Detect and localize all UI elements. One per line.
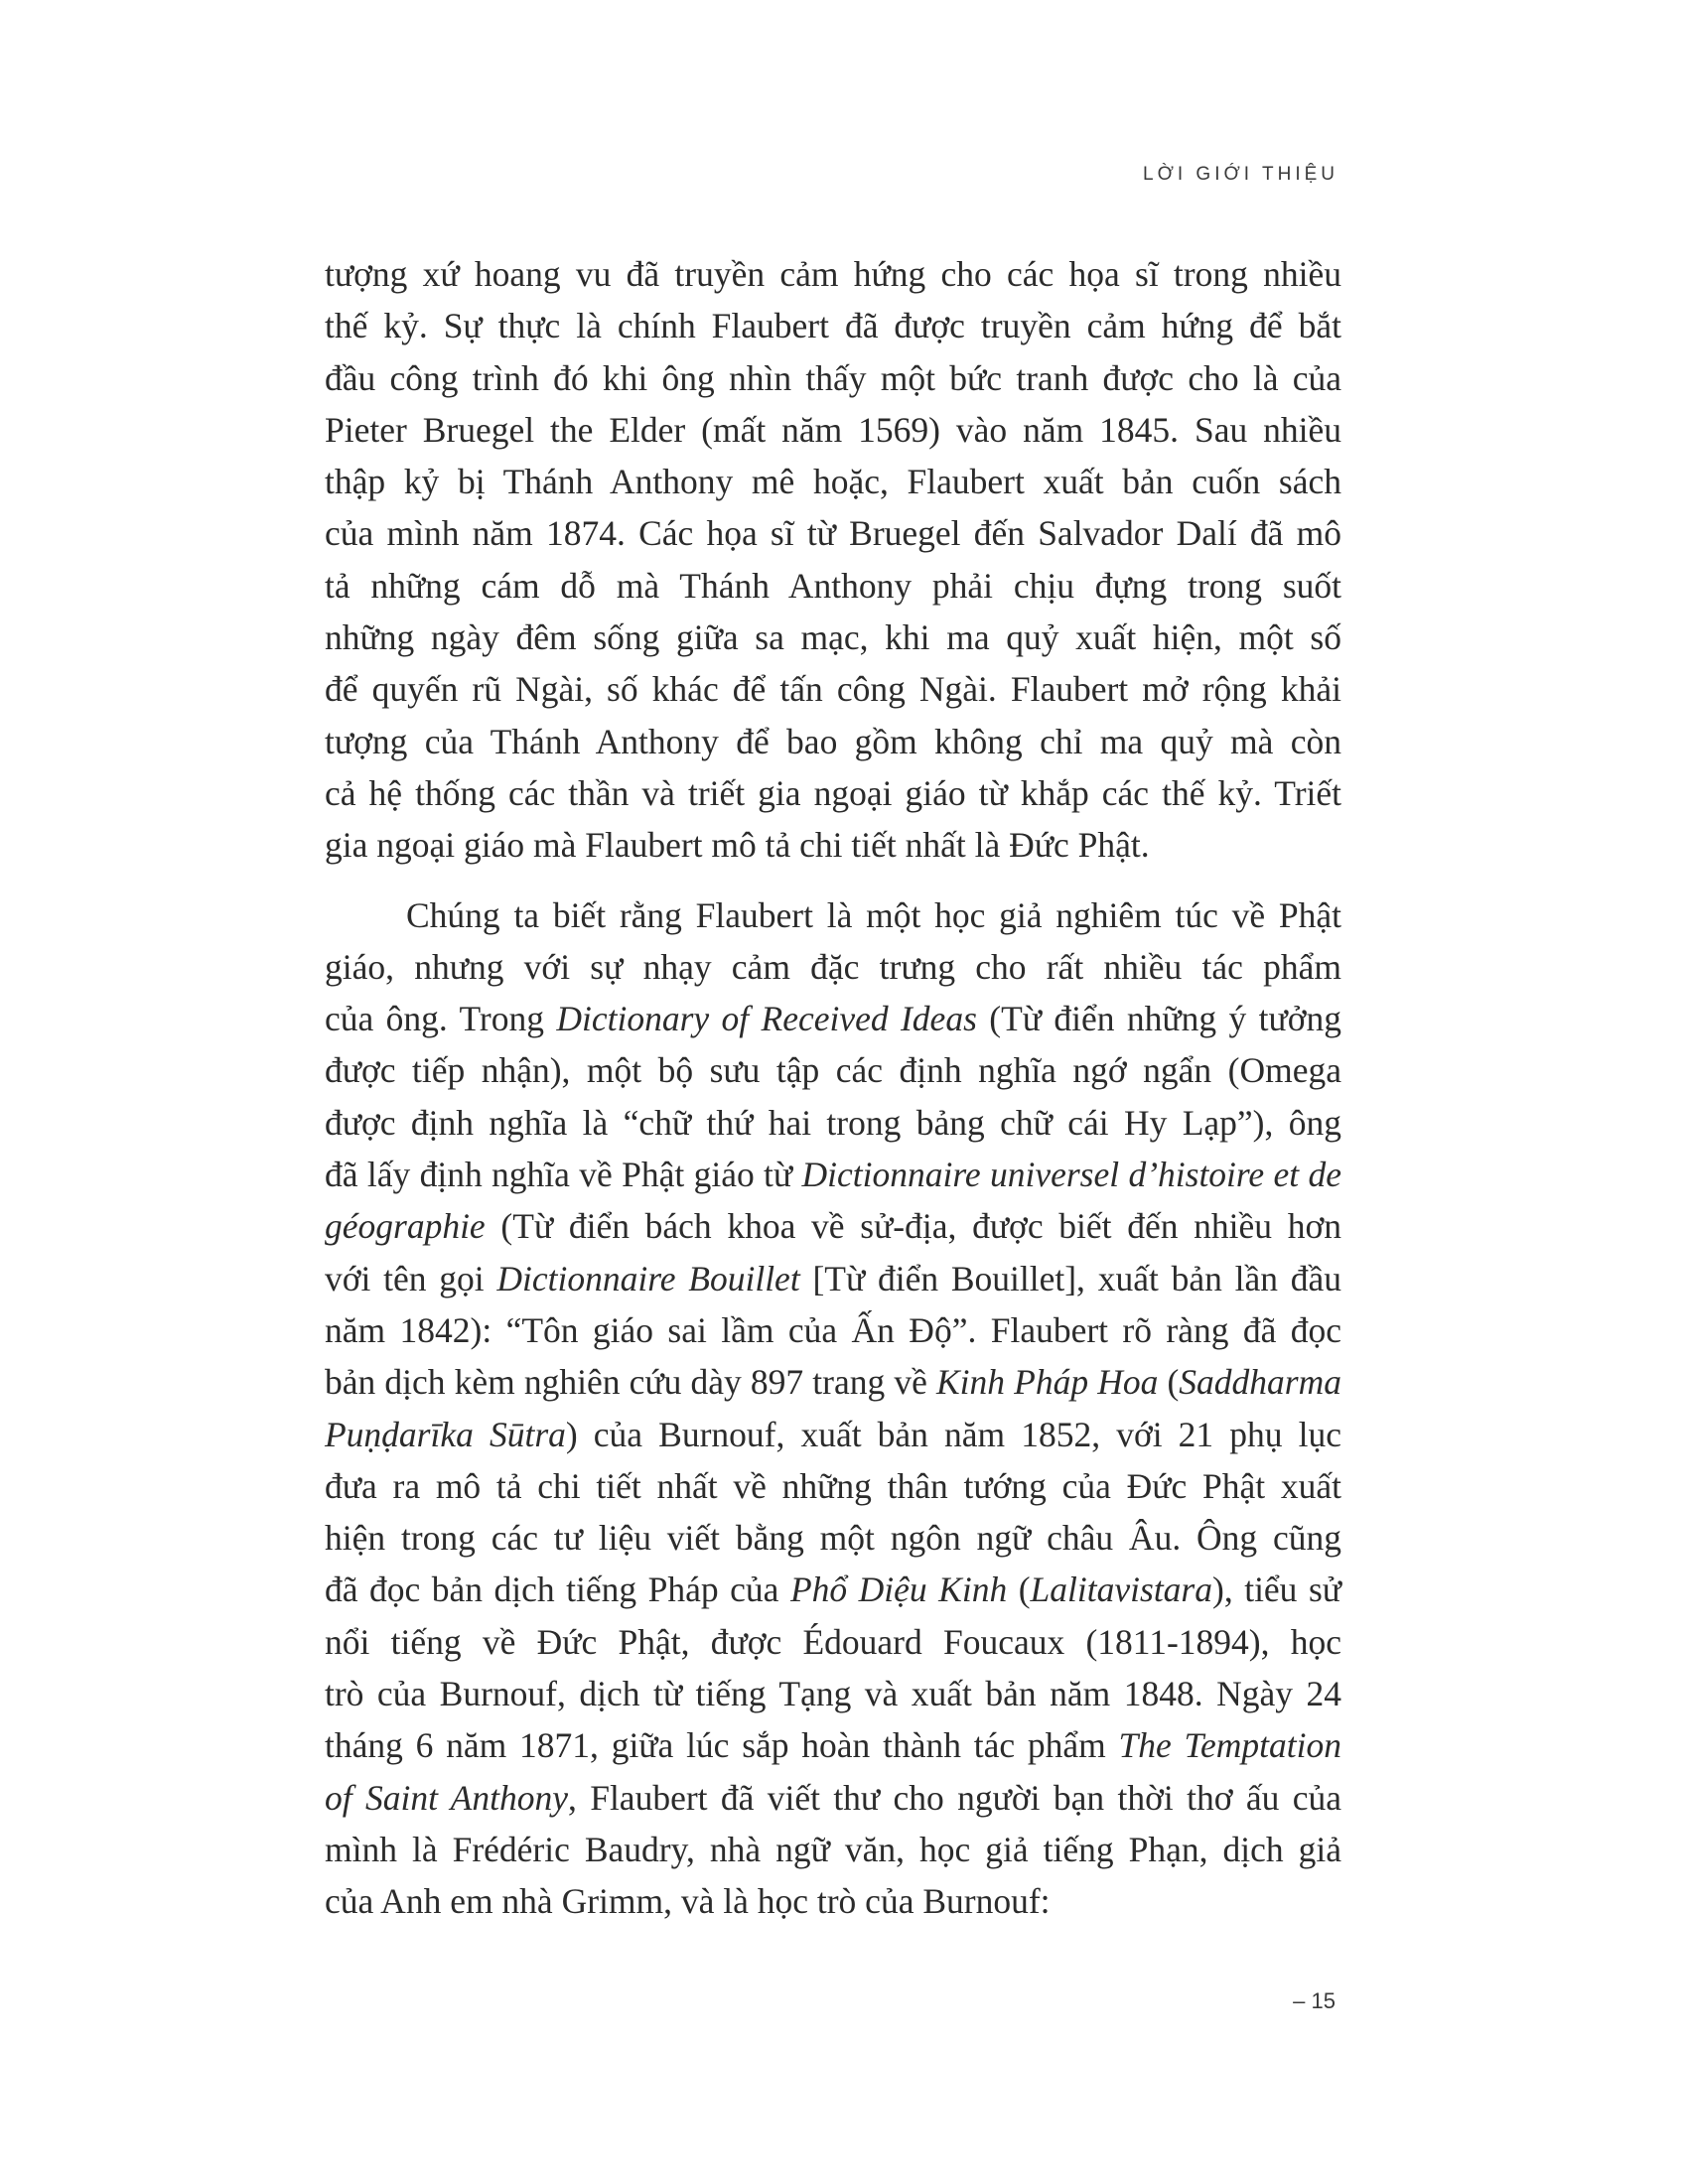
- book-title: Dictionnaire universel d’histoire et de: [801, 1155, 1341, 1195]
- body-text: [325, 248, 1341, 1928]
- text-line: những ngày đêm sống giữa sa mạc, khi ma quỷ xuất hiện, một số: [325, 617, 1341, 658]
- text-line: của mình năm 1874. Các họa sĩ từ Bruegel đến Salvador Dalí đã mô: [325, 513, 1341, 554]
- text-line: giáo, nhưng với sự nhạy cảm đặc trưng cho rất nhiều tác phẩm: [325, 946, 1341, 987]
- text-line: [325, 1564, 1341, 1615]
- text-run: đã lấy định nghĩa về Phật giáo từ: [325, 1155, 802, 1195]
- paragraph-2: [325, 889, 1341, 1928]
- text-line: [325, 1253, 1341, 1304]
- book-title: Saddharma: [1179, 1362, 1341, 1403]
- text-run: bản dịch kèm nghiên cứu dày 897 trang về: [325, 1362, 936, 1403]
- text-run: ) của Burnouf, xuất bản năm 1852, với 21 phụ lục: [565, 1414, 1341, 1454]
- text-line: tả những cám dỗ mà Thánh Anthony phải chịu đựng trong suốt: [325, 565, 1341, 606]
- text-line: của Anh em nhà Grimm, và là học trò của Burnouf:: [325, 1881, 1051, 1922]
- text-line: tượng xứ hoang vu đã truyền cảm hứng cho các họa sĩ trong nhiều: [325, 254, 1341, 294]
- book-title: of Saint Anthony: [325, 1777, 568, 1818]
- page-number: – 15: [1293, 1988, 1336, 2013]
- text-run: với tên gọi: [325, 1258, 497, 1298]
- text-line: được định nghĩa là “chữ thứ hai trong bảng chữ cái Hy Lạp”), ông: [325, 1102, 1341, 1143]
- book-title: géographie: [325, 1206, 486, 1247]
- text-run: [Từ điển Bouillet], xuất bản lần đầu: [799, 1258, 1341, 1298]
- running-head: LỜI GIỚI THIỆU: [1143, 164, 1338, 185]
- book-title: Dictionary of Received Ideas: [556, 999, 977, 1039]
- text-run: , Flaubert đã viết thư cho người bạn thời thơ ấu của: [567, 1777, 1341, 1818]
- text-line: [325, 1149, 1341, 1200]
- book-title: The Temptation: [1118, 1725, 1342, 1766]
- text-run: ), tiểu sử: [1212, 1570, 1342, 1610]
- text-line: tượng của Thánh Anthony để bao gồm không chỉ ma quỷ mà còn: [325, 721, 1341, 761]
- text-line: Pieter Bruegel the Elder (mất năm 1569) vào năm 1845. Sau nhiều: [325, 409, 1341, 450]
- text-line: mình là Frédéric Baudry, nhà ngữ văn, học giả tiếng Phạn, dịch giả: [325, 1829, 1341, 1869]
- text-run: đã đọc bản dịch tiếng Pháp của: [325, 1570, 790, 1610]
- text-line: thế kỷ. Sự thực là chính Flaubert đã được truyền cảm hứng để bắt: [325, 306, 1341, 346]
- text-line: để quyến rũ Ngài, số khác để tấn công Ngài. Flaubert mở rộng khải: [325, 669, 1341, 710]
- text-line: năm 1842): “Tôn giáo sai lầm của Ấn Độ”. Flaubert rõ ràng đã đọc: [325, 1309, 1341, 1350]
- text-line: nổi tiếng về Đức Phật, được Édouard Foucaux (1811-1894), học: [325, 1621, 1341, 1662]
- text-line: trò của Burnouf, dịch từ tiếng Tạng và xuất bản năm 1848. Ngày 24: [325, 1674, 1341, 1714]
- book-title: Kinh Pháp Hoa: [935, 1362, 1159, 1403]
- book-title: Phổ Diệu Kinh: [789, 1570, 1008, 1610]
- book-title: Dictionnaire Bouillet: [496, 1258, 800, 1298]
- paragraph-1: [325, 248, 1341, 872]
- text-run: của ông. Trong: [325, 999, 557, 1039]
- text-run: (: [1007, 1570, 1031, 1610]
- text-line: [325, 1356, 1341, 1408]
- text-line: hiện trong các tư liệu viết bằng một ngôn ngữ châu Âu. Ông cũng: [325, 1518, 1341, 1559]
- text-line: đưa ra mô tả chi tiết nhất về những thân tướng của Đức Phật xuất: [325, 1465, 1341, 1506]
- text-run: tháng 6 năm 1871, giữa lúc sắp hoàn thành tác phẩm: [325, 1725, 1119, 1766]
- text-line: [325, 1719, 1341, 1771]
- text-run: (Từ điển bách khoa về sử-địa, được biết đến nhiều hơn: [485, 1206, 1341, 1247]
- book-title: Lalitavistara: [1030, 1570, 1212, 1610]
- text-line: thập kỷ bị Thánh Anthony mê hoặc, Flaubert xuất bản cuốn sách: [325, 462, 1341, 502]
- text-line: [325, 993, 1341, 1044]
- text-run: (: [1158, 1362, 1180, 1403]
- text-line: được tiếp nhận), một bộ sưu tập các định nghĩa ngớ ngẩn (Omega: [325, 1050, 1341, 1091]
- paragraph-gap: [325, 872, 1341, 889]
- text-line: [325, 1200, 1341, 1252]
- text-line: [325, 1409, 1341, 1460]
- book-title: Puṇḍarīka Sūtra: [325, 1414, 566, 1454]
- text-line: cả hệ thống các thần và triết gia ngoại giáo từ khắp các thế kỷ. Triết: [325, 772, 1341, 813]
- text-run: (Từ điển những ý tưởng: [976, 999, 1341, 1039]
- text-line: gia ngoại giáo mà Flaubert mô tả chi tiết nhất là Đức Phật.: [325, 825, 1150, 866]
- text-line: đầu công trình đó khi ông nhìn thấy một bức tranh được cho là của: [325, 357, 1341, 398]
- text-line: [325, 1772, 1341, 1824]
- text-line: Chúng ta biết rằng Flaubert là một học giả nghiêm túc về Phật: [406, 894, 1341, 935]
